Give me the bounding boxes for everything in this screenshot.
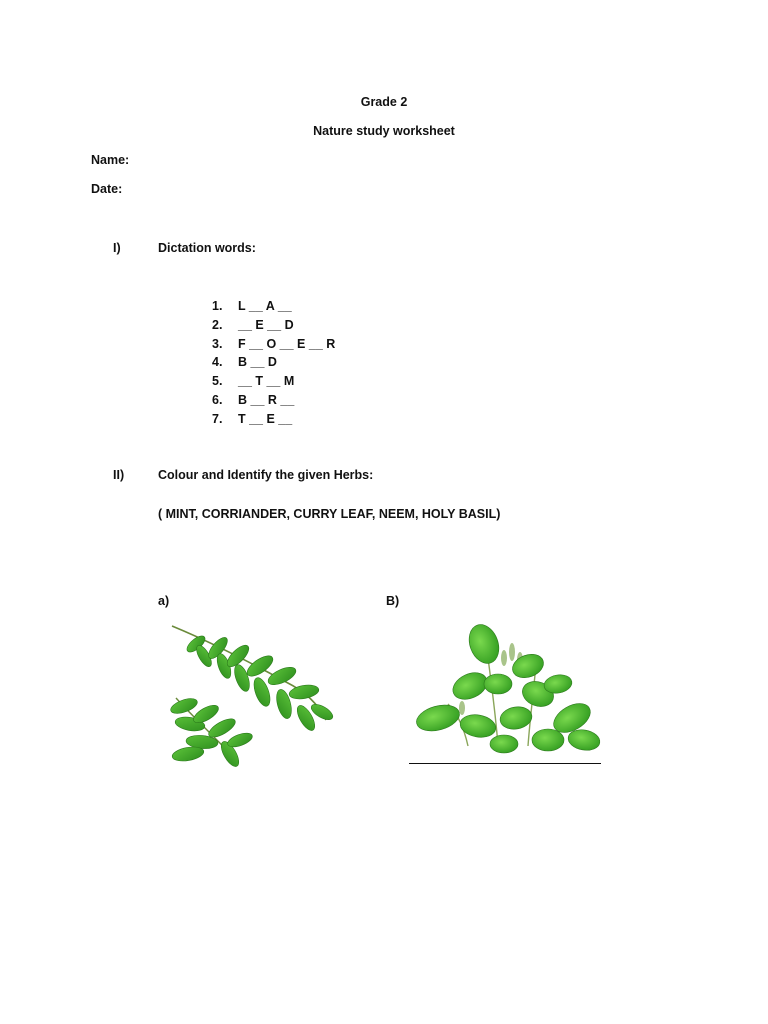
section-1-heading: Dictation words: xyxy=(158,241,256,255)
section-2-heading: Colour and Identify the given Herbs: xyxy=(158,468,374,482)
list-item-number: 2. xyxy=(212,317,223,332)
list-item-word: T __ E __ xyxy=(238,411,293,426)
list-item xyxy=(212,353,335,372)
list-item-word: __ E __ D xyxy=(238,317,294,332)
grade-heading: Grade 2 xyxy=(360,95,408,109)
worksheet-title: Nature study worksheet xyxy=(313,124,455,138)
holy-basil-icon xyxy=(408,618,602,760)
section-2-numeral: II) xyxy=(113,468,125,482)
list-item xyxy=(212,372,335,391)
dictation-list xyxy=(212,297,335,429)
list-item-number: 4. xyxy=(212,355,223,370)
curry-leaf-icon xyxy=(166,620,334,772)
name-label: Name: xyxy=(91,153,130,167)
list-item-number: 3. xyxy=(212,336,223,351)
figure-a-label: a) xyxy=(158,594,170,608)
list-item-word: F __ O __ E __ R xyxy=(238,336,336,351)
date-label: Date: xyxy=(91,182,123,196)
figure-b-label: B) xyxy=(386,594,400,608)
list-item xyxy=(212,297,335,316)
list-item-number: 1. xyxy=(212,299,223,313)
list-item-word: L __ A __ xyxy=(238,299,292,313)
list-item xyxy=(212,410,335,429)
list-item-number: 5. xyxy=(212,374,223,389)
herb-options: ( MINT, CORRIANDER, CURRY LEAF, NEEM, HOLY BASIL) xyxy=(158,507,501,521)
section-1-numeral: I) xyxy=(113,241,121,255)
list-item xyxy=(212,335,335,354)
list-item-word: B __ D xyxy=(238,355,277,370)
list-item-word: B __ R __ xyxy=(238,392,295,407)
answer-line-b[interactable] xyxy=(409,763,601,764)
list-item xyxy=(212,391,335,410)
list-item xyxy=(212,316,335,335)
list-item-word: __ T __ M xyxy=(238,374,295,389)
list-item-number: 7. xyxy=(212,411,223,426)
list-item-number: 6. xyxy=(212,392,223,407)
